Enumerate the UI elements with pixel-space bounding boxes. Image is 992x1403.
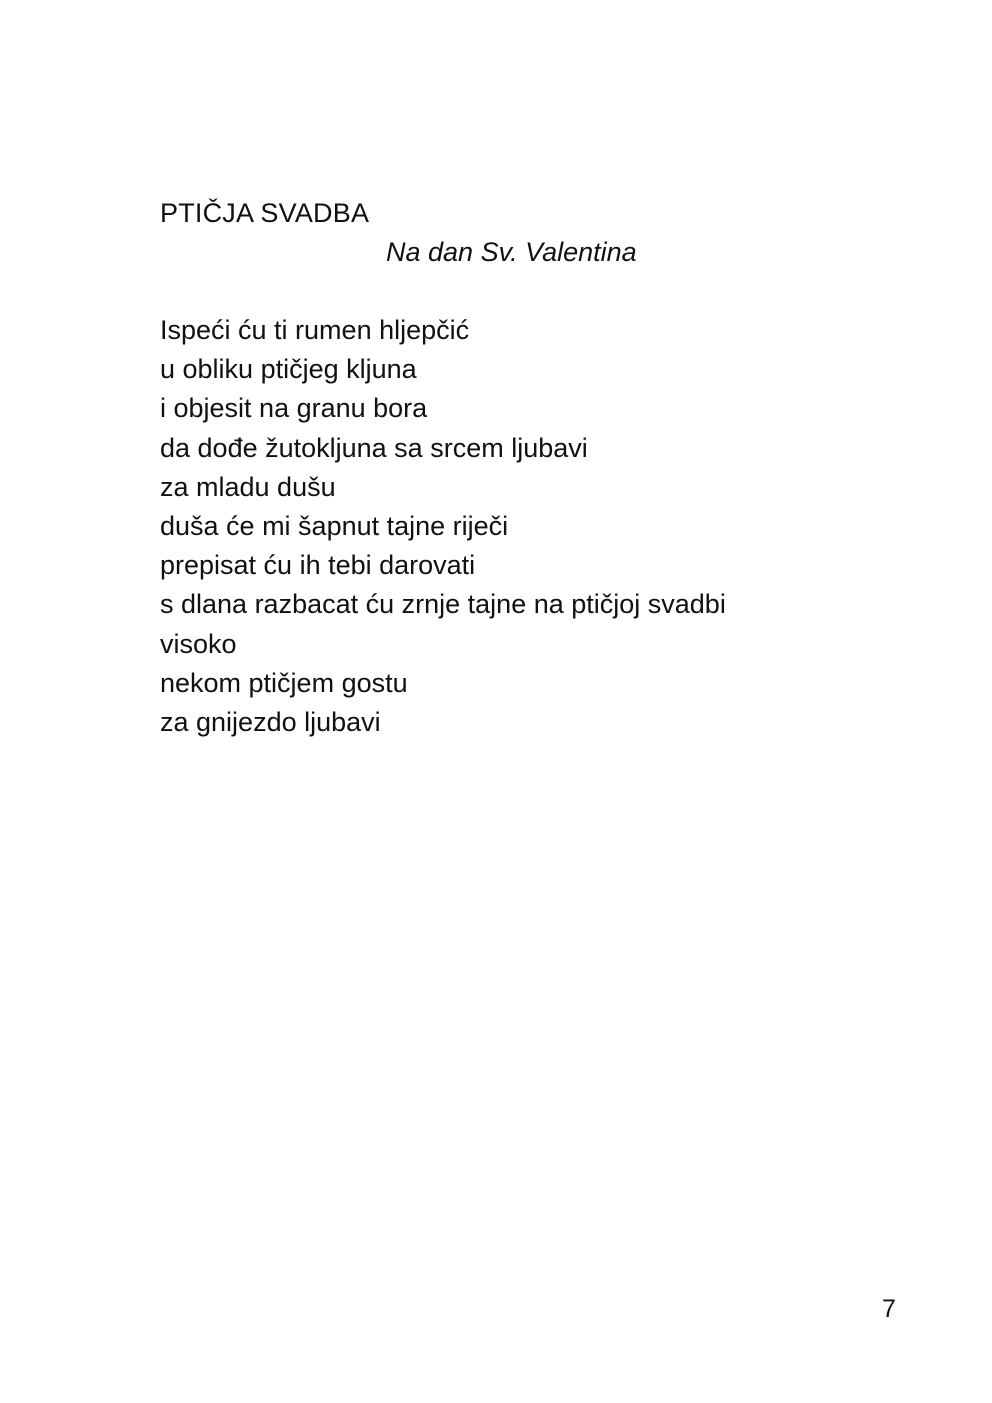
poem-line: i objesit na granu bora	[160, 393, 428, 424]
page-number: 7	[882, 1295, 896, 1323]
poem-line: da dođe žutokljuna sa srcem ljubavi	[160, 432, 588, 463]
poem-line: s dlana razbacat ću zrnje tajne na ptičjoj svadbi	[160, 589, 726, 620]
poem-line: duša će mi šapnut tajne riječi	[160, 510, 509, 541]
poem-body	[160, 311, 726, 742]
poem-line: za mladu dušu	[160, 471, 336, 502]
poem-line: za gnijezdo ljubavi	[160, 706, 381, 737]
poem-line: u obliku ptičjeg kljuna	[160, 354, 417, 385]
poem-line: Ispeći ću ti rumen hljepčić	[160, 315, 470, 345]
poem-dedication: Na dan Sv. Valentina	[386, 237, 637, 267]
poem-title: PTIČJA SVADBA	[160, 198, 370, 228]
poem-line: nekom ptičjem gostu	[160, 667, 408, 698]
poem-line: prepisat ću ih tebi darovati	[160, 550, 476, 581]
poem-line: visoko	[160, 628, 237, 659]
